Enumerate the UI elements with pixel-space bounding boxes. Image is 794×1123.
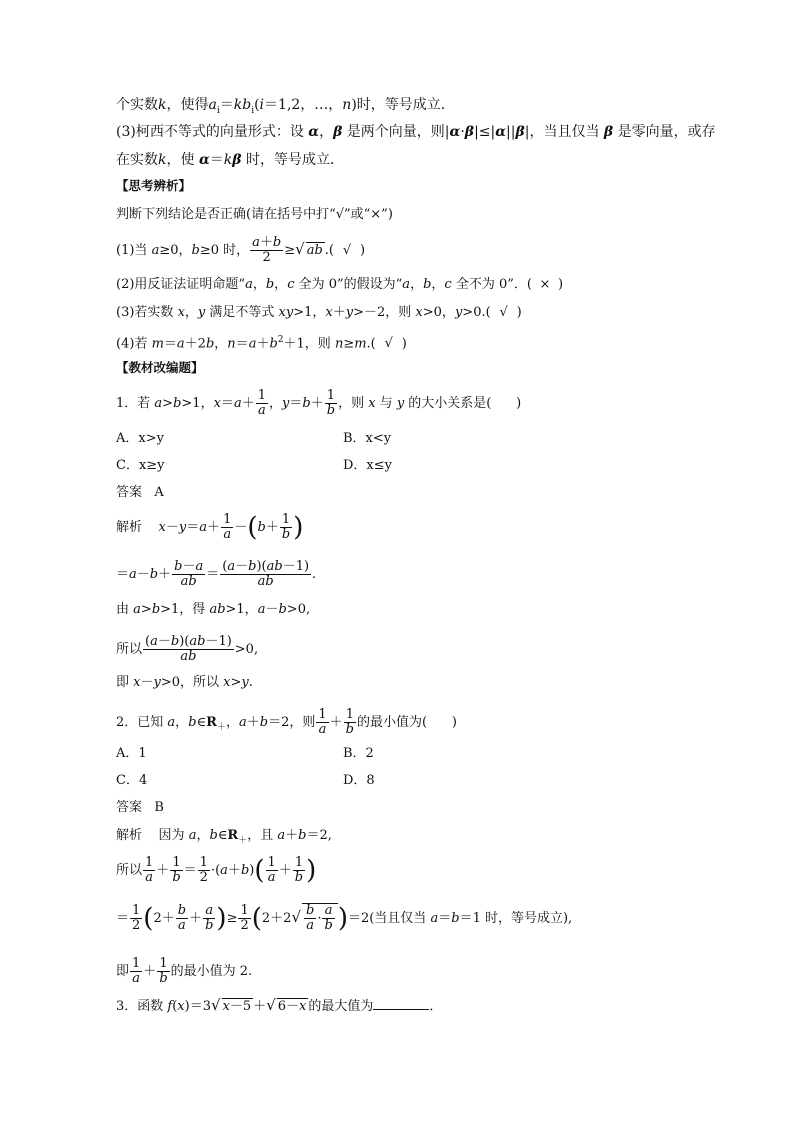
- q2-option-b: B．2: [343, 746, 374, 761]
- q2-option-a: A．1: [116, 746, 147, 761]
- q1-option-c: C．x≥y: [116, 458, 165, 473]
- think-instruction: 判断下列结论是否正确(请在括号中打“√”或“×”): [116, 207, 393, 222]
- think-item-3: (3)若实数 x，y 满足不等式 xy>1，x＋y>－2，则 x>0，y>0.( √ ): [116, 305, 522, 320]
- think-mark-2: ×: [539, 277, 551, 292]
- section-title-think: 【思考辨析】: [116, 178, 192, 193]
- q2-option-c: C．4: [116, 773, 148, 788]
- analysis-label: 解析: [116, 828, 143, 843]
- q1-option-b: B．x<y: [343, 431, 392, 446]
- answer-label: 答案: [116, 800, 143, 815]
- think-mark-3: √: [499, 305, 508, 320]
- q1-answer-value: A: [154, 485, 164, 500]
- think-mark-4: √: [384, 336, 393, 352]
- q2-analysis-step-4: 即 $\frac{1}{a}$ ＋ $\frac{1}{b}$ 的最小值为 2.: [116, 956, 253, 986]
- q1-analysis-step-3: 由 a>b>1，得 ab>1，a－b>0,: [116, 602, 311, 617]
- q3-stem: 3．函数 f(x)＝3√ x－5 ＋√ 6－x 的最大值为 ．: [116, 996, 443, 1014]
- q2-answer: [116, 799, 164, 817]
- q1-stem: 1．若 a>b>1，x＝a＋ $\frac{1}{a}$ ，y＝b＋ $\frac{1}{b}$ ，则 x 与 y 的大小关系是( ): [116, 388, 522, 418]
- q2-analysis-step-1: 解析 因为 a，$b\in R_+$，且 a＋b＝2,: [116, 828, 332, 846]
- q1-analysis-step-5: 即 x－y>0，所以 x>y.: [116, 675, 253, 690]
- intro-line-1: 个实数k，使得$a_i=kb_i(i=1,2$，…，n)时，等号成立．: [116, 97, 455, 116]
- q2-analysis-step-3: ＝ $\frac{1}{2}$ (2＋ $\frac{b}{a}$ ＋ $\frac{a}{b}$ )≥ $\frac{1}{2}$ (2＋2√ $\frac{b}{a}$ · $\frac{a}{b}$ )＝2(当且仅当 a＝b＝1 时，等号成立),: [116, 903, 573, 934]
- q2-analysis-step-2: 所以 $\frac{1}{a}$ ＋ $\frac{1}{b}$ ＝ $\frac{1}{2}$ ·(a＋b)( $\frac{1}{a}$ ＋ $\frac{1}{b}$ ): [116, 855, 317, 886]
- intro-line-2: (3)柯西不等式的向量形式：设 α，β 是两个向量，则|α·β|≤|α||β|，当且仅当 β 是零向量，或存: [116, 124, 716, 140]
- q1-analysis-step-4: 所以 $\frac{(a-b)(ab-1)}{ab}$ >0,: [116, 634, 259, 664]
- think-item-4: (4)若 m＝a＋2b，$n=a+b^2+1$，则 n≥m.( √ ): [116, 335, 407, 352]
- analysis-label: 解析: [116, 520, 143, 535]
- q1-option-a: A．x>y: [116, 431, 164, 446]
- q2-answer-value: B: [154, 800, 164, 815]
- answer-label: 答案: [116, 485, 143, 500]
- q1-option-d: D．x≤y: [343, 458, 392, 473]
- q1-answer: [116, 484, 164, 502]
- think-item-1: (1)当 a≥0，b≥0 时， $\frac{a+b}{2}$ ≥√ ab .( √ ): [116, 235, 366, 265]
- think-mark-1: √: [342, 243, 352, 258]
- q2-stem: 2．已知 a，$b\in R_+$，a＋b＝2，则 $\frac{1}{a}$ ＋ $\frac{1}{b}$ 的最小值为( ): [116, 707, 457, 737]
- q3-answer-blank[interactable]: [373, 997, 429, 1010]
- q1-analysis-step-1: 解析 x－y＝a＋ $\frac{1}{a}$ －(b＋ $\frac{1}{b}$ ): [116, 512, 304, 543]
- think-item-2: (2)用反证法证明命题“a，b，c 全为 0”的假设为“a，b，c 全不为 0”．( × ): [116, 277, 564, 292]
- section-title-textbook: 【教材改编题】: [116, 360, 204, 375]
- q2-option-d: D．8: [343, 773, 375, 788]
- q1-analysis-step-2: ＝a－b＋ $\frac{b-a}{ab}$ ＝ $\frac{(a-b)(ab-1)}{ab}$ .: [116, 559, 317, 589]
- intro-line-3: 在实数k，使 α＝kβ 时，等号成立．: [116, 152, 344, 168]
